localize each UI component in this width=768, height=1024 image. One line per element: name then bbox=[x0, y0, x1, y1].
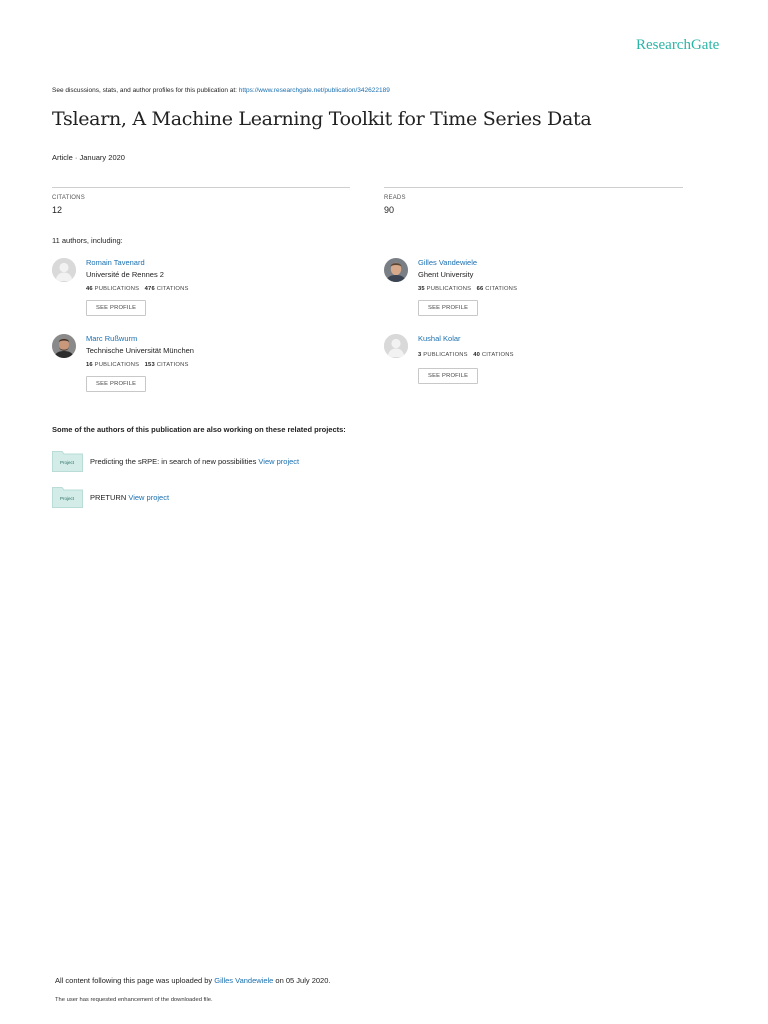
citations-divider bbox=[52, 187, 350, 188]
publications-count: 35 bbox=[418, 286, 425, 292]
default-avatar-icon[interactable] bbox=[384, 334, 408, 358]
publications-count: 46 bbox=[86, 286, 93, 292]
citations-value: 12 bbox=[52, 205, 63, 215]
discussion-line bbox=[52, 87, 390, 94]
citations-label: CITATIONS bbox=[52, 195, 85, 201]
related-projects-heading: Some of the authors of this publication are also working on these related projects: bbox=[52, 425, 346, 434]
reads-value: 90 bbox=[384, 205, 395, 215]
see-profile-button[interactable]: SEE PROFILE bbox=[418, 368, 478, 384]
author-institution: Technische Universität München bbox=[86, 346, 194, 355]
citations-label: CITATIONS bbox=[156, 362, 189, 368]
author-card bbox=[384, 334, 684, 404]
publications-label: PUBLICATIONS bbox=[426, 286, 472, 292]
view-project-link[interactable]: View project bbox=[258, 457, 300, 466]
publications-count: 3 bbox=[418, 352, 422, 358]
enhancement-note: The user has requested enhancement of the downloaded file. bbox=[55, 997, 213, 1003]
publications-label: PUBLICATIONS bbox=[423, 352, 468, 358]
default-avatar-icon[interactable] bbox=[52, 258, 76, 282]
project-badge: Project bbox=[60, 460, 75, 465]
reads-divider bbox=[384, 187, 683, 188]
authors-heading: 11 authors, including: bbox=[52, 236, 123, 245]
publications-label: PUBLICATIONS bbox=[94, 362, 140, 368]
citations-count: 40 bbox=[473, 352, 481, 358]
see-profile-button[interactable]: SEE PROFILE bbox=[86, 376, 146, 392]
see-profile-button[interactable]: SEE PROFILE bbox=[86, 300, 146, 316]
citations-label: CITATIONS bbox=[485, 286, 518, 292]
citations-label: CITATIONS bbox=[481, 352, 514, 358]
author-institution: Ghent University bbox=[418, 270, 474, 279]
researchgate-logo[interactable]: ResearchGate bbox=[636, 37, 720, 53]
author-stats bbox=[86, 286, 189, 292]
publications-count: 16 bbox=[86, 362, 93, 368]
author-name[interactable]: Romain Tavenard bbox=[86, 258, 145, 267]
project-title: PRETURN bbox=[90, 493, 129, 502]
upload-suffix: on 05 July 2020. bbox=[273, 976, 331, 985]
upload-prefix: All content following this page was uploaded by bbox=[55, 976, 215, 985]
view-project-link[interactable]: View project bbox=[128, 493, 170, 502]
author-name[interactable]: Kushal Kolar bbox=[418, 334, 461, 343]
author-card bbox=[52, 258, 352, 328]
reads-label: READS bbox=[384, 195, 406, 201]
discussion-text: See discussions, stats, and author profiles for this publication at: bbox=[52, 87, 239, 94]
author-institution: Université de Rennes 2 bbox=[86, 270, 164, 279]
project-badge: Project bbox=[60, 496, 75, 501]
publication-link[interactable]: https://www.researchgate.net/publication/342622189 bbox=[238, 87, 390, 94]
author-stats bbox=[418, 286, 517, 292]
project-title-line bbox=[90, 493, 169, 502]
project-item bbox=[52, 451, 452, 475]
author-card bbox=[384, 258, 684, 328]
project-item bbox=[52, 487, 452, 511]
author-stats bbox=[86, 362, 189, 368]
author-stats bbox=[418, 352, 514, 358]
citations-count: 476 bbox=[144, 286, 155, 292]
author-photo[interactable] bbox=[52, 334, 76, 358]
citations-count: 153 bbox=[144, 362, 155, 368]
uploader-link[interactable]: Gilles Vandewiele bbox=[214, 976, 274, 985]
author-name[interactable]: Marc Rußwurm bbox=[86, 334, 138, 343]
project-folder-icon bbox=[52, 451, 83, 472]
project-title-line bbox=[90, 457, 299, 466]
author-card bbox=[52, 334, 352, 404]
citations-label: CITATIONS bbox=[156, 286, 189, 292]
project-folder-icon bbox=[52, 487, 83, 508]
publications-label: PUBLICATIONS bbox=[94, 286, 140, 292]
article-meta: Article · January 2020 bbox=[52, 153, 125, 162]
see-profile-button[interactable]: SEE PROFILE bbox=[418, 300, 478, 316]
author-photo[interactable] bbox=[384, 258, 408, 282]
project-title: Predicting the sRPE: in search of new possibilities bbox=[90, 457, 259, 466]
page-title: Tslearn, A Machine Learning Toolkit for Time Series Data bbox=[52, 108, 592, 130]
citations-count: 66 bbox=[476, 286, 484, 292]
upload-note bbox=[55, 976, 330, 985]
author-name[interactable]: Gilles Vandewiele bbox=[418, 258, 478, 267]
